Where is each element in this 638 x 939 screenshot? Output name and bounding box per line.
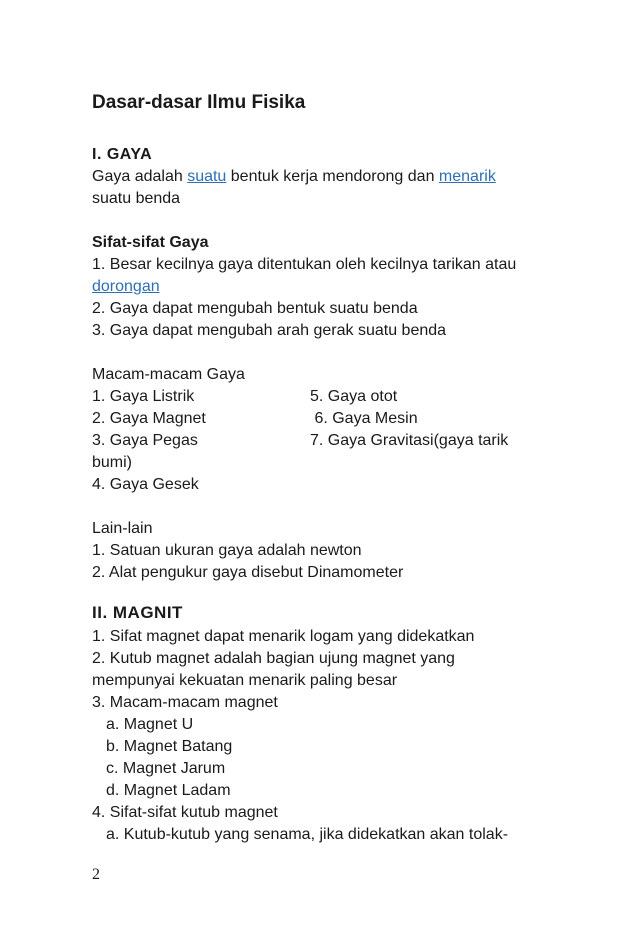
macam-row: [92, 430, 562, 452]
section-heading-magnit: II. MAGNIT: [92, 603, 183, 622]
macam-item: 2. Gaya Magnet: [92, 410, 206, 427]
magnit-item-4: 4. Sifat-sifat kutub magnet: [92, 804, 278, 821]
gaya-definition-cont: suatu benda: [92, 190, 181, 207]
link-menarik[interactable]: menarik: [438, 168, 496, 185]
subheading-macam-gaya: Macam-macam Gaya: [92, 366, 245, 383]
document-title: Dasar-dasar Ilmu Fisika: [92, 92, 306, 113]
document-page: [92, 92, 562, 846]
magnit-item-2: 2. Kutub magnet adalah bagian ujung magnet yang: [92, 650, 455, 667]
magnet-type: a. Magnet U: [106, 716, 194, 733]
magnit-item-4a: a. Kutub-kutub yang senama, jika didekatkan akan tolak-: [106, 826, 509, 843]
magnit-item-2-cont: mempunyai kekuatan menarik paling besar: [92, 672, 398, 689]
macam-item: 1. Gaya Listrik: [92, 388, 195, 405]
macam-item: 5. Gaya otot: [310, 388, 398, 405]
definition-text: bentuk kerja mendorong dan: [226, 168, 439, 185]
link-dorongan[interactable]: dorongan: [92, 278, 160, 295]
magnet-type: c. Magnet Jarum: [106, 760, 226, 777]
section-heading-gaya: I. GAYA: [92, 146, 153, 163]
magnit-item-1: 1. Sifat magnet dapat menarik logam yang didekatkan: [92, 628, 475, 645]
macam-row: [92, 408, 562, 430]
lain-item-2: 2. Alat pengukur gaya disebut Dinamometer: [92, 564, 404, 581]
macam-item: 3. Gaya Pegas: [92, 432, 198, 449]
magnet-type: b. Magnet Batang: [106, 738, 233, 755]
macam-item: 6. Gaya Mesin: [310, 410, 418, 427]
subheading-sifat-gaya: Sifat-sifat Gaya: [92, 234, 209, 251]
macam-item: 7. Gaya Gravitasi(gaya tarik: [310, 432, 509, 449]
magnet-type: d. Magnet Ladam: [106, 782, 231, 799]
macam-item-4: 4. Gaya Gesek: [92, 476, 199, 493]
sifat-item-1: 1. Besar kecilnya gaya ditentukan oleh kecilnya tarikan atau: [92, 256, 517, 273]
page-number: 2: [92, 866, 100, 883]
gaya-definition: [92, 166, 562, 188]
sifat-item-1-cont: [92, 276, 562, 298]
magnit-item-3: 3. Macam-macam magnet: [92, 694, 278, 711]
lain-item-1: 1. Satuan ukuran gaya adalah newton: [92, 542, 362, 559]
link-suatu[interactable]: suatu: [187, 168, 227, 185]
macam-row: [92, 386, 562, 408]
sifat-item-2: 2. Gaya dapat mengubah bentuk suatu benda: [92, 300, 418, 317]
sifat-item-3: 3. Gaya dapat mengubah arah gerak suatu benda: [92, 322, 447, 339]
subheading-lain-lain: Lain-lain: [92, 520, 153, 537]
definition-text: Gaya adalah: [92, 168, 188, 185]
macam-item-cont: bumi): [92, 454, 133, 471]
